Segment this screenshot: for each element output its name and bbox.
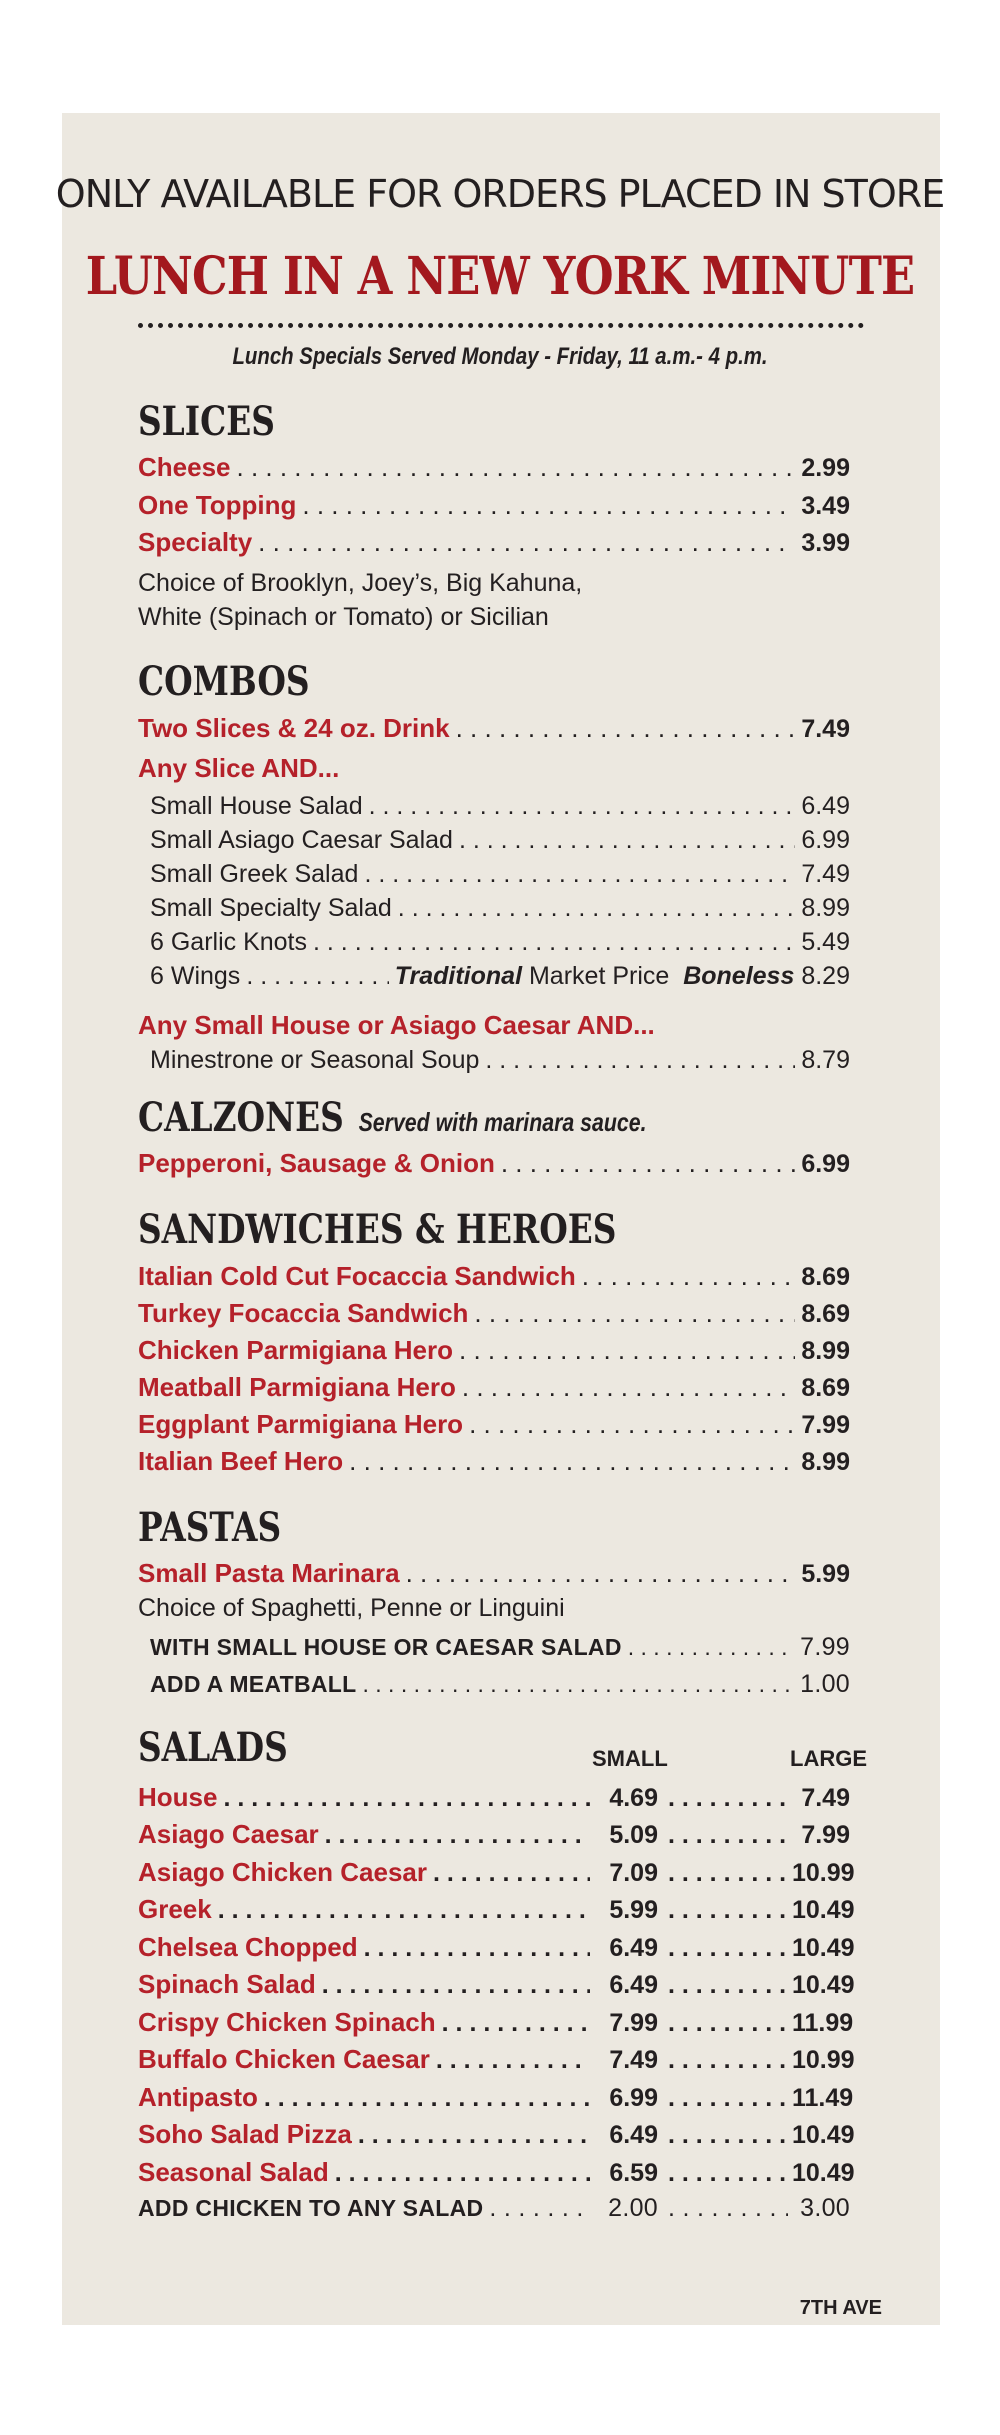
item-name: Asiago Chicken Caesar [138,1857,428,1887]
dot-leader [223,1784,590,1813]
dot-leader [258,527,795,558]
lunch-hours-subtitle: Lunch Specials Served Monday - Friday, 11 a.m.- 4 p.m. [232,343,768,370]
item-price: 3.49 [801,492,850,520]
dot-leader [668,2121,788,2150]
item-price: 3.99 [801,529,850,557]
menu-item [138,1261,850,1292]
item-name: Turkey Focaccia Sandwich [138,1298,469,1328]
large-price: 7.49 [801,1784,850,1812]
item-price: 7.49 [801,860,850,888]
small-price: 6.99 [609,2084,658,2112]
traditional-label: Traditional [394,962,523,990]
salad-row [138,2157,855,2188]
item-name: One Topping [138,490,297,520]
item-name: House [138,1782,218,1812]
calzones-note: Served with marinara sauce. [358,1107,647,1137]
small-price: 5.99 [609,1896,658,1924]
dot-leader [436,2046,590,2075]
combos-heading: COMBOS [138,658,310,705]
large-price: 10.49 [792,1934,855,1962]
item-name: 6 Garlic Knots [150,928,308,956]
dot-leader [218,1896,590,1925]
small-price: 4.69 [609,1784,658,1812]
dot-leader [442,2009,590,2038]
salads-heading: SALADS [138,1724,288,1771]
large-price: 3.00 [800,2194,850,2222]
salad-row [138,1819,850,1850]
large-price: 10.99 [792,2046,855,2074]
menu-item [138,1298,850,1329]
item-price: 8.29 [801,962,850,990]
item-name: Chelsea Chopped [138,1932,358,1962]
dot-leader [302,490,795,521]
item-name: Small Pasta Marinara [138,1558,400,1588]
large-price: 10.99 [792,1859,855,1887]
item-name: Specialty [138,527,253,557]
dot-leader [322,1971,590,2000]
menu-item [138,1372,850,1403]
item-name: WITH SMALL HOUSE OR CAESAR SALAD [150,1634,622,1660]
dot-leader [668,1859,788,1888]
combo-option [150,792,850,821]
wings-option [150,962,850,991]
menu-item [138,713,850,744]
item-name: Asiago Caesar [138,1819,319,1849]
item-name: Italian Cold Cut Focaccia Sandwich [138,1261,576,1291]
dot-leader [668,1784,788,1813]
combo-option [150,860,850,889]
item-name: Spinach Salad [138,1969,316,1999]
item-price: 8.99 [801,894,850,922]
slices-heading: SLICES [138,398,275,445]
small-price: 6.49 [609,1971,658,1999]
salad-addon-row [138,2194,850,2223]
dot-leader [246,962,388,991]
large-price: 10.49 [792,1896,855,1924]
dot-leader [668,1896,788,1925]
item-price: 8.99 [801,1448,850,1476]
any-small-label: Any Small House or Asiago Caesar AND... [138,1010,655,1040]
dot-leader [668,2159,788,2188]
large-price: 10.49 [792,2121,855,2149]
item-price: 7.99 [800,1633,850,1661]
salad-row [138,2119,855,2150]
any-slice-label: Any Slice AND... [138,753,340,783]
dotted-divider [138,323,864,328]
item-price: 6.99 [801,826,850,854]
large-price: 10.49 [792,2159,855,2187]
item-price: 5.99 [801,1560,850,1588]
small-price: 6.59 [609,2159,658,2187]
calzones-heading [138,1094,647,1141]
calzones-title: CALZONES [138,1094,344,1141]
dot-leader [668,2046,788,2075]
small-column-header: SMALL [592,1746,668,1771]
item-price: 8.79 [801,1046,850,1074]
boneless-label: Boneless [683,962,795,990]
item-price: 1.00 [800,1670,850,1698]
item-name: 6 Wings [150,962,241,990]
item-name: Cheese [138,452,231,482]
slices-description-2: White (Spinach or Tomato) or Sicilian [138,603,549,631]
dot-leader [668,1971,788,2000]
item-name: Two Slices & 24 oz. Drink [138,713,450,743]
item-name: Pepperoni, Sausage & Onion [138,1148,495,1178]
small-price: 6.49 [609,2121,658,2149]
small-price: 7.09 [609,1859,658,1887]
dot-leader [433,1859,590,1888]
dot-leader [237,452,796,483]
large-price: 10.49 [792,1971,855,1999]
dot-leader [358,2121,590,2150]
salad-row [138,1969,855,2000]
item-name: Meatball Parmigiana Hero [138,1372,456,1402]
large-price: 11.49 [792,2084,854,2112]
menu-item [138,527,850,558]
item-name: ADD A MEATBALL [150,1671,357,1697]
menu-item [138,452,850,483]
item-price: 2.99 [801,454,850,482]
salad-row [138,1857,855,1888]
dot-leader [668,2009,788,2038]
item-name: ADD CHICKEN TO ANY SALAD [138,2195,484,2221]
item-name: Small Specialty Salad [150,894,392,922]
pasta-addon [150,1670,850,1699]
item-price: 8.69 [801,1374,850,1402]
menu-item [138,490,850,521]
item-name: Soho Salad Pizza [138,2119,352,2149]
dot-leader [668,1934,788,1963]
small-price: 5.09 [609,1821,658,1849]
dot-leader [264,2084,590,2113]
dot-leader [313,928,795,957]
item-price: 5.49 [801,928,850,956]
dot-leader [501,1148,795,1179]
small-price: 2.00 [608,2194,658,2222]
small-price: 7.49 [609,2046,658,2074]
salad-row [138,2007,854,2038]
dot-leader [325,1821,590,1850]
market-price-label: Market Price [528,962,670,990]
combo-option [150,1046,850,1075]
combo-option [150,826,850,855]
dot-leader [364,860,795,889]
dot-leader [364,1934,590,1963]
wings-pricing-note [395,962,802,991]
item-name: Chicken Parmigiana Hero [138,1335,453,1365]
item-name: Seasonal Salad [138,2157,329,2187]
item-price: 7.99 [801,1411,850,1439]
item-name: Small House Salad [150,792,363,820]
small-price: 6.49 [609,1934,658,1962]
dot-leader [469,1409,795,1440]
item-price: 8.69 [801,1263,850,1291]
salad-row [138,1894,855,1925]
dot-leader [462,1372,795,1403]
dot-leader [335,2159,590,2188]
item-name: Eggplant Parmigiana Hero [138,1409,464,1439]
menu-item [138,1558,850,1589]
large-price: 7.99 [801,1821,850,1849]
dot-leader [668,2084,788,2113]
salad-row [138,1932,855,1963]
pasta-addon [150,1633,850,1662]
salad-row [138,2044,855,2075]
dot-leader [459,826,795,855]
dot-leader [398,894,796,923]
dot-leader [369,792,796,821]
menu-item [138,1409,850,1440]
dot-leader [456,713,796,744]
dot-leader [628,1634,794,1661]
dot-leader [362,1671,794,1698]
large-column-header: LARGE [790,1746,867,1771]
pastas-heading: PASTAS [138,1504,282,1551]
slices-description-1: Choice of Brooklyn, Joey’s, Big Kahuna, [138,569,583,597]
large-price: 11.99 [792,2009,854,2037]
salad-row [138,2082,854,2113]
dot-leader [668,1821,788,1850]
item-name: Italian Beef Hero [138,1446,344,1476]
item-name: Greek [138,1894,212,1924]
menu-item [138,1446,850,1477]
item-price: 6.99 [801,1150,850,1178]
dot-leader [406,1558,796,1589]
pasta-description: Choice of Spaghetti, Penne or Linguini [138,1594,565,1622]
dot-leader [489,2194,590,2223]
menu-item [138,1335,850,1366]
item-name: Crispy Chicken Spinach [138,2007,436,2037]
item-price: 8.69 [801,1300,850,1328]
item-name: Minestrone or Seasonal Soup [150,1046,480,1074]
item-name: Small Asiago Caesar Salad [150,826,453,854]
menu-item [138,1148,850,1179]
dot-leader [668,2194,788,2223]
dot-leader [474,1298,795,1329]
menu-title: LUNCH IN A NEW YORK MINUTE [85,246,915,307]
item-name: Buffalo Chicken Caesar [138,2044,430,2074]
combo-option [150,928,850,957]
salad-row [138,1782,850,1813]
dot-leader [349,1446,795,1477]
small-price: 7.99 [609,2009,658,2037]
item-price: 8.99 [801,1337,850,1365]
item-name: Antipasto [138,2082,258,2112]
item-price: 6.49 [801,792,850,820]
store-only-banner: ONLY AVAILABLE FOR ORDERS PLACED IN STORE [55,172,945,216]
dot-leader [459,1335,795,1366]
dot-leader [582,1261,796,1292]
sandwiches-heading: SANDWICHES & HEROES [138,1206,617,1253]
combo-option [150,894,850,923]
location-footer: 7TH AVE [799,2297,882,2319]
item-name: Small Greek Salad [150,860,359,888]
dot-leader [485,1046,795,1075]
item-price: 7.49 [801,715,850,743]
